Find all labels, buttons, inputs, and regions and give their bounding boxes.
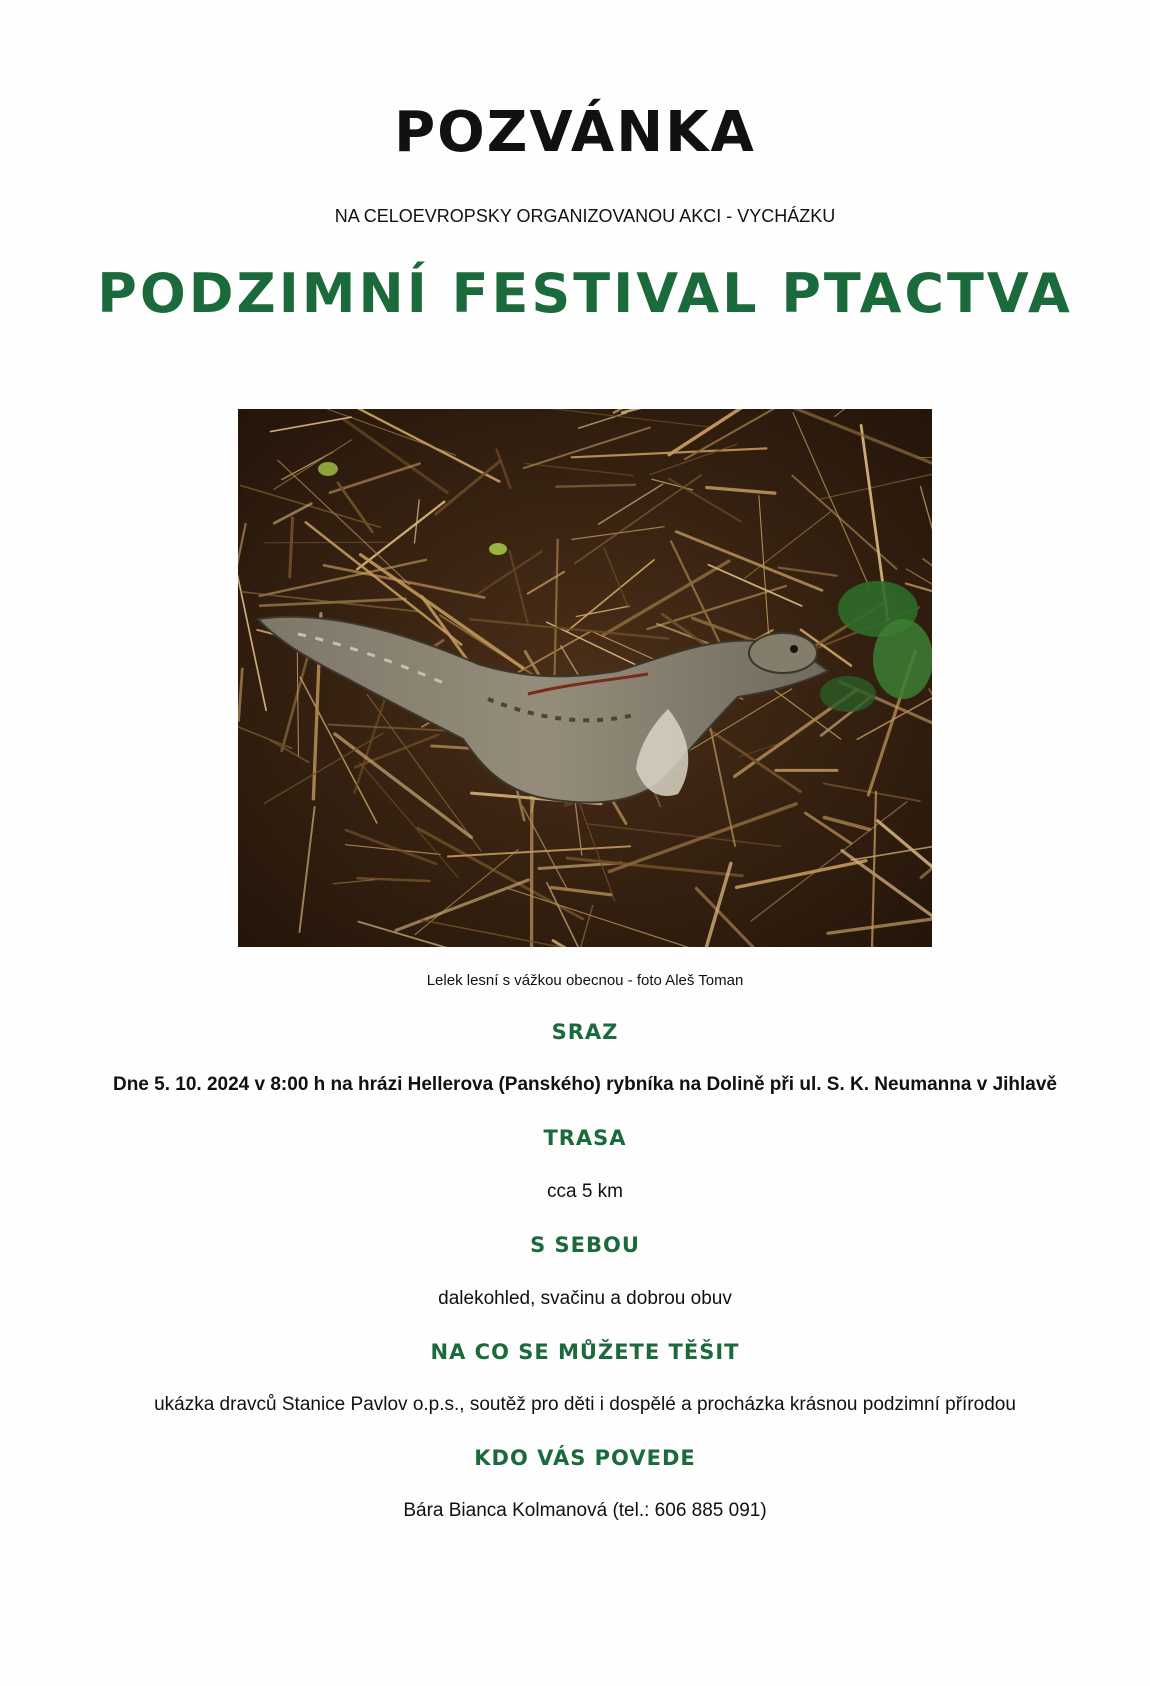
section-text-s-sebou: dalekohled, svačinu a dobrou obuv [438,1288,732,1309]
photo-caption: Lelek lesní s vážkou obecnou - foto Aleš Toman [426,972,744,989]
section-heading-sraz: SRAZ [551,1020,619,1044]
subtitle: NA CELOEVROPSKY ORGANIZOVANOU AKCI - VYCHÁZKU [334,206,836,226]
section-heading-s-sebou: S SEBOU [530,1233,640,1257]
section-text-trasa: cca 5 km [546,1181,624,1202]
section-heading-tesit: NA CO SE MŮŽETE TĚŠIT [430,1340,740,1364]
section-heading-trasa: TRASA [543,1126,627,1150]
nightjar-bird-photo [238,409,932,947]
section-heading-povede: KDO VÁS POVEDE [474,1446,696,1470]
photo-svg [238,409,932,947]
page-title: POZVÁNKA [394,100,756,165]
section-text-povede: Bára Bianca Kolmanová (tel.: 606 885 091) [403,1500,767,1521]
event-name: PODZIMNÍ FESTIVAL PTACTVA [97,262,1073,325]
straw-stroke [264,542,389,543]
section-text-tesit: ukázka dravců Stanice Pavlov o.p.s., soutěž pro děti i dospělé a procházka krásnou podzimní přírodou [154,1394,1016,1415]
section-text-sraz: Dne 5. 10. 2024 v 8:00 h na hrázi Hellerova (Panského) rybníka na Dolině při ul. S. K. Neumanna v Jihlavě [112,1074,1058,1095]
